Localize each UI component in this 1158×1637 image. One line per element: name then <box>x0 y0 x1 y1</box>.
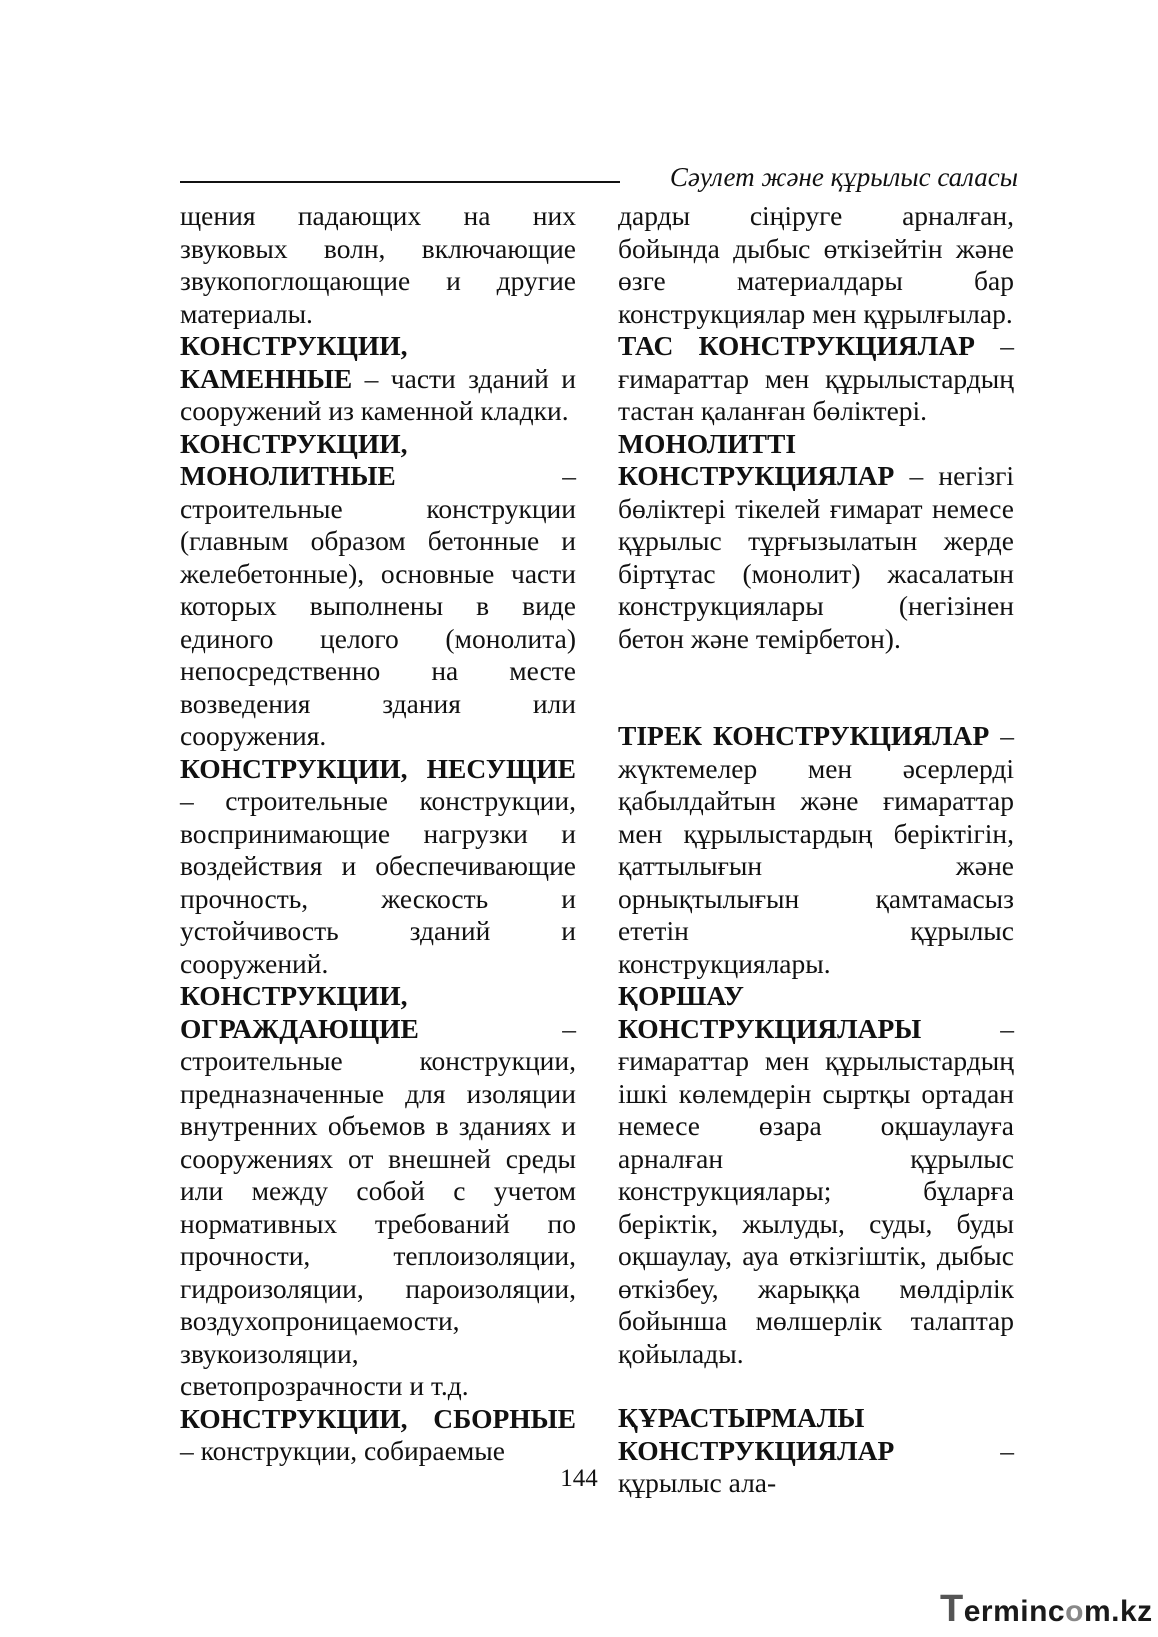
entry-definition: – құрылыс ала- <box>618 1434 1014 1498</box>
running-header: Сәулет және құрылыс саласы <box>669 162 1018 192</box>
entry-term: ҚҰРАСТЫРМАЛЫ КОНСТРУКЦИЯЛАР <box>618 1402 895 1466</box>
entry-definition: – части зданий и сооружений из каменной кладки. <box>180 362 576 426</box>
entry-tirek-konstruktsiyalar <box>618 720 1014 980</box>
right-column <box>618 200 1014 1500</box>
entry-term: КОНСТРУКЦИИ, ОГРАЖДАЮЩИЕ <box>180 980 419 1044</box>
entry-term: ҚОРШАУ КОНСТРУКЦИЯЛАРЫ <box>618 980 922 1044</box>
entry-continuation: дарды сіңіруге арналған, бойында дыбыс өткізейтін және өзге материалдары бар конструкциялар мен құрылғылар. <box>618 200 1014 329</box>
entry-definition: – ғимараттар мен құрылыстардың ішкі көлемдерін сыртқы ортадан немесе өзара оқшаулауға арналған құрылыс конструкциялары; бұларға беріктік, жылуды, суды, буды оқшаулау, ауа өткізгіштік, дыбыс өткізбеу, жарыққа мөлдірлік бойынша мөлшерлік талаптар қойылады. <box>618 1012 1014 1369</box>
entry-term: ТАС КОНСТРУКЦИЯЛАР <box>618 330 975 361</box>
termincom-watermark: Termincom.kz <box>940 1588 1153 1630</box>
entry-definition: – негізгі бөліктері тікелей ғимарат немесе құрылыс тұрғызылатын жерде біртұтас (монолит) жасалатын конструкциялары (негізінен бетон және темірбетон). <box>618 460 1014 654</box>
left-column <box>180 200 576 1468</box>
entry-definition: – ғимараттар мен құрылыстардың тастан қаланған бөліктері. <box>618 330 1014 426</box>
entry-term: КОНСТРУКЦИИ, НЕСУЩИЕ <box>180 752 576 784</box>
entry-konstruktsii-sbornye <box>180 1403 576 1468</box>
entry-term: МОНОЛИТТІ КОНСТРУКЦИЯЛАР <box>618 427 895 491</box>
entry-term: ТІРЕК КОНСТРУКЦИЯЛАР <box>618 720 990 751</box>
entry-konstruktsii-kamennye <box>180 330 576 428</box>
entry-definition: – строительные конструкции, воспринимающие нагрузки и воздействия и обеспечивающие прочность, жескость и устойчивость зданий и сооружений. <box>180 785 576 979</box>
entry-definition: – строительные конструкции (главным образом бетонные и желебетонные), основные части которых выполнены в виде единого целого (монолита) непосредственно на месте возведения здания или сооружения. <box>180 460 576 751</box>
entry-monolitti-konstruktsiyalar <box>618 428 1014 656</box>
entry-konstruktsii-nesushchie <box>180 753 576 981</box>
entry-korshau-konstruktsiyalary <box>618 980 1014 1370</box>
entry-definition: – конструкции, собираемые <box>180 1435 505 1466</box>
column-gap <box>618 655 1014 720</box>
page-number: 144 <box>560 1465 598 1492</box>
entry-konstruktsii-ograzhdayushchie <box>180 980 576 1403</box>
entry-definition: – жүктемелер мен әсерлерді қабылдайтын және ғимараттар мен құрылыстардың беріктігін, қаттылығын және орнықтылығын қамтамасыз ететін құрылыс конструкциялары. <box>618 720 1015 979</box>
entry-term: КОНСТРУКЦИИ, СБОРНЫЕ <box>180 1402 576 1434</box>
entry-tas-konstruktsiyalar <box>618 330 1014 428</box>
entry-term: КОНСТРУКЦИИ, КАМЕННЫЕ <box>180 330 408 394</box>
entry-definition: – строительные конструкции, предназначенные для изоляции внутренних объемов в зданиях и сооружениях от внешней среды или между собой с учетом нормативных требований по прочности, теплоизоляции, гидроизоляции, пароизоляции, воздухопроницаемости, звукоизоляции, светопрозрачности и т.д. <box>180 1012 576 1401</box>
column-gap <box>618 1370 1014 1402</box>
entry-konstruktsii-monolitnye <box>180 428 576 753</box>
header-rule <box>180 181 620 183</box>
entry-term: КОНСТРУКЦИИ, МОНОЛИТНЫЕ <box>180 427 408 491</box>
entry-continuation: щения падающих на них звуковых волн, включающие звукопоглощающие и другие материалы. <box>180 200 576 329</box>
